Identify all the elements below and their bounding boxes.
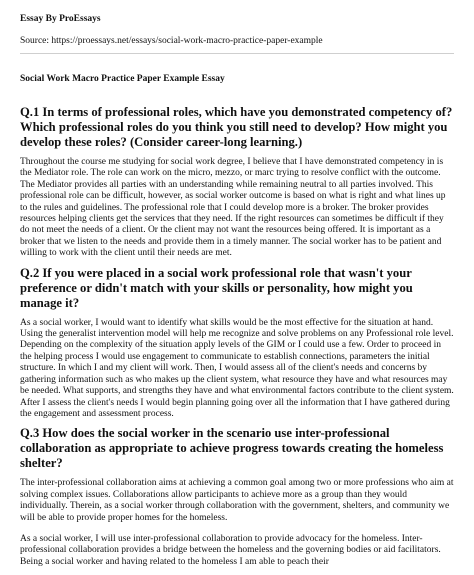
- header-divider: [20, 53, 454, 54]
- essay-body: [0, 105, 474, 568]
- question-2-heading: Q.2 If you were placed in a social work professional role that wasn't your preference or didn't match with your skills or personality, how might you manage it?: [20, 265, 413, 310]
- page-header: [0, 0, 474, 85]
- answer-1-paragraph: Throughout the course me studying for social work degree, I believe that I have demonstrated competency in is the Mediator role. The role can work on the micro, mezzo, or marc trying to resolve conflict with the outcome. The Mediator provides all parties with an understanding while remaining neutral to all parties involved. This professional role can be difficult, however, as social worker outcome is based on what is right and what lines up to the rules and guidelines. The professional role that I could develop more is a broker. The broker provides resources helping clients get the services that they need. If the right resources can sometimes be difficult if they do not meet the needs of a client. Or the client may not want the resources being offered. It is important as a broker that we listen to the needs and provide them in a timely manner. The social worker has to be patient and willing to work with the client until their needs are met.: [20, 157, 446, 259]
- question-3-heading: Q.3 How does the social worker in the scenario use inter-professional collaboration as appropriate to achieve progress towards creating the homeless shelter?: [20, 426, 444, 471]
- answer-3-paragraph-2: As a social worker, I will use inter-professional collaboration to provide advocacy for the homeless. Inter-professional collaboration provides a bridge between the homeless and the governing bodies or aid facilitators. Being a social worker and having related to the homeless I am able to peach their: [20, 533, 441, 567]
- source-line: Source: https://proessays.net/essays/social-work-macro-practice-paper-example: [20, 36, 323, 46]
- answer-2-paragraph: As a social worker, I would want to identify what skills would be the most effective for the situation at hand. Using the generalist intervention model will help me recognize and solve problems on any Professional role level. Depending on the complexity of the situation apply levels of the GIM or I could use a few. Order to proceed in the helping process I would use engagement to communicate to establish connections, parameters the initial structure. In which I and my client will work. Then, I would assess all of the client's needs and concerns by gathering information such as who makes up the client system, what resource they have and what resources may be needed. What supports, and strengths they have and what environmental factors contribute to the client system. After I assess the client's needs I would begin planning going over all the information that I have gathered during the engagement and assessment process.: [20, 317, 454, 419]
- site-title: Essay By ProEssays: [20, 14, 101, 24]
- document-title: Social Work Macro Practice Paper Example Essay: [20, 74, 225, 84]
- answer-3-paragraph-1: The inter-professional collaboration aims at achieving a common goal among two or more professions who aim at solving complex issues. Collaborations allow participants to achieve more as a group than they would individually. Therein, as a social worker through collaboration with the government, shelters, and community we will be able to provide proper homes for the homeless.: [20, 478, 454, 523]
- question-1-heading: Q.1 In terms of professional roles, which have you demonstrated competency of? Which professional roles do you think you still need to develop? How might you develop these roles? (Consider career-long learning.): [20, 105, 453, 149]
